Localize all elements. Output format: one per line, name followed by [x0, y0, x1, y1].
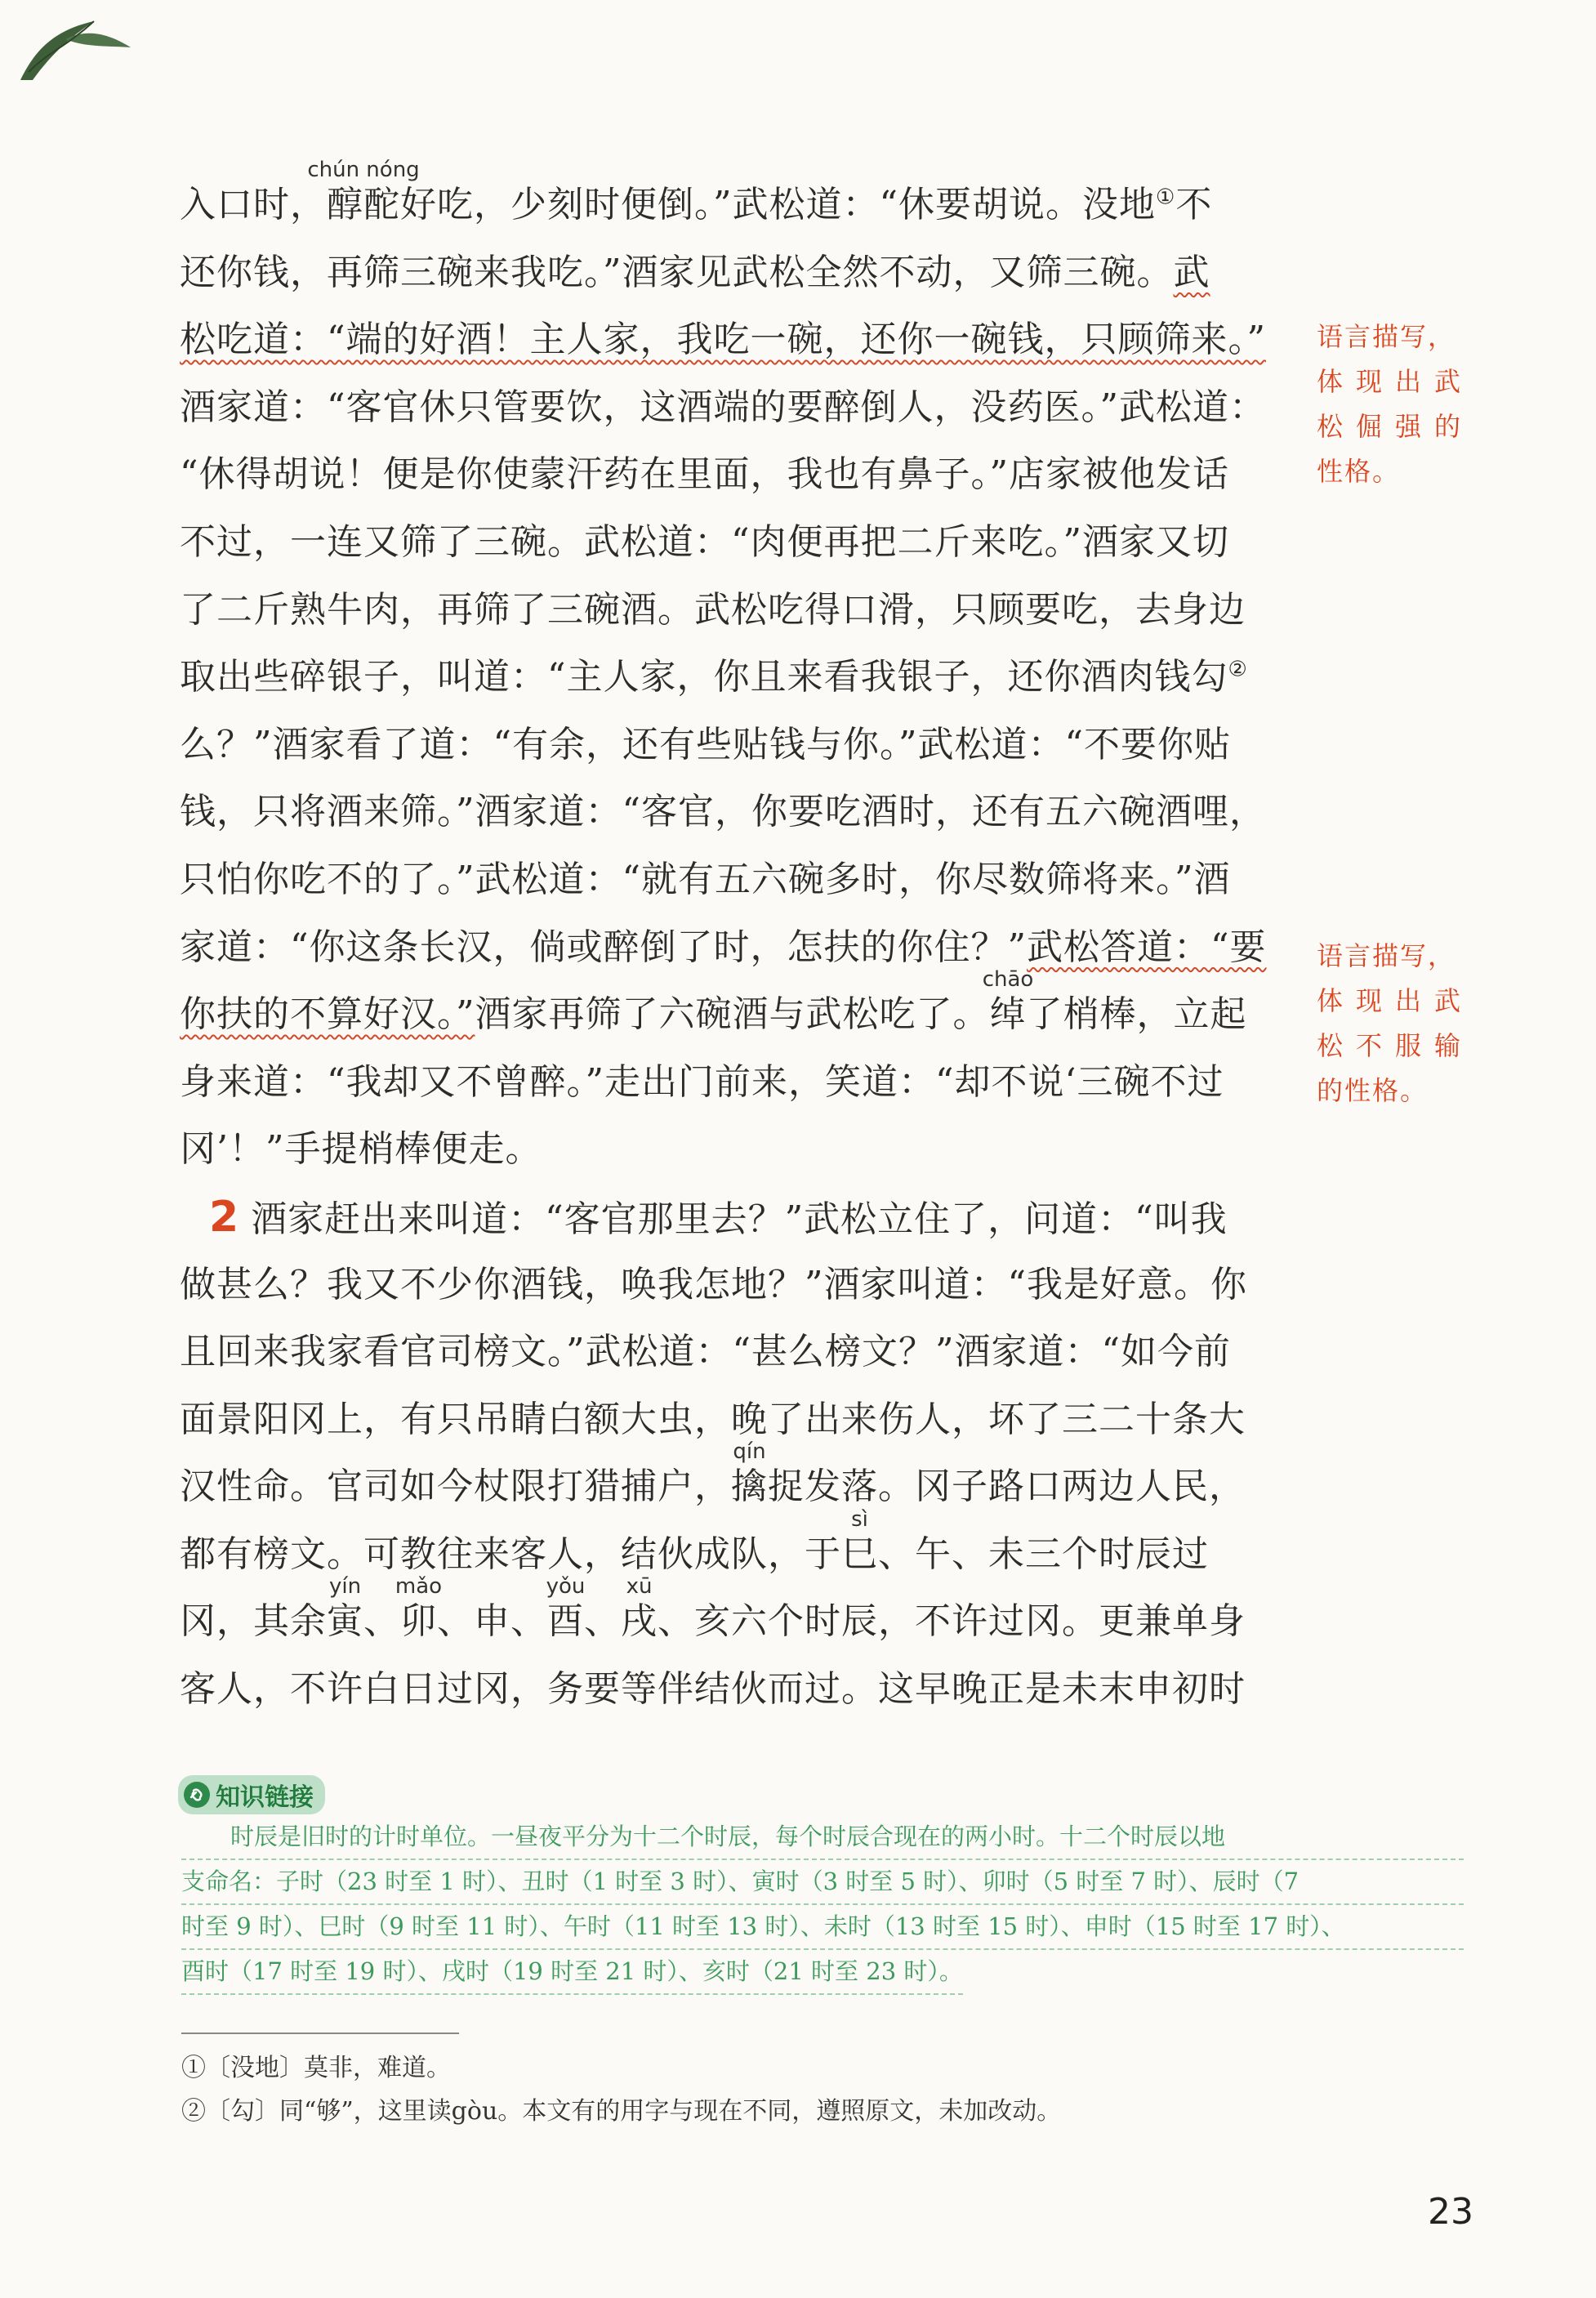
knowledge-line: 酉时（17 时至 19 时）、戌时（19 时至 21 时）、亥时（21 时至 23 时）。 [181, 1950, 963, 1995]
text-line: 不过，一连又筛了三碗。武松道：“肉便再把二斤来吃。”酒家又切 [180, 520, 1229, 563]
text-line: 家道：“你这条长汉，倘或醉倒了时，怎扶的你住？”武松答道：“要 [180, 926, 1267, 968]
pinyin-ruby: chún nóng 醇酡 [307, 158, 420, 225]
underlined-quote: 武 [1173, 251, 1210, 293]
text-line: 还你钱，再筛三碗来我吃。”酒家见武松全然不动，又筛三碗。武 [180, 251, 1210, 293]
pinyin-ruby: mǎo 卯 [395, 1574, 443, 1643]
text-line: 客人，不许白日过冈，务要等伴结伙而过。这早晚正是未末申初时 [180, 1668, 1246, 1711]
text-line: 么？”酒家看了道：“有余，还有些贴钱与你。”武松道：“不要你贴 [180, 723, 1231, 765]
underlined-quote: 你扶的不算好汉。” [180, 993, 475, 1036]
text-line: 只怕你吃不的了。”武松道：“就有五六碗多时，你尽数筛将来。”酒 [180, 858, 1231, 900]
margin-annotation: 语言描写， 体现出武 松不服输 的性格。 [1317, 940, 1474, 1106]
paragraph-number: 2 [209, 1192, 240, 1242]
underlined-quote: 武松答道：“要 [1027, 926, 1267, 968]
text-line: “休得胡说！便是你使蒙汗药在里面，我也有鼻子。”店家被他发话 [180, 453, 1229, 496]
footnote-item: ②〔勾〕同“够”，这里读gòu。本文有的用字与现在不同，遵照原文，未加改动。 [181, 2097, 1062, 2126]
text-line: 都有榜文。可教往来客人，结伙成队，于 sì 巳、午、未三个时辰过 [180, 1506, 1209, 1575]
footnote-marker[interactable]: ② [1228, 657, 1248, 682]
footnote-item: ①〔没地〕莫非，难道。 [181, 2054, 451, 2082]
text-line: 酒家道：“客官休只管要饮，这酒端的要醉倒人，没药医。”武松道： [180, 386, 1266, 428]
text-line: 身来道：“我却又不曾醉。”走出门前来，笑道：“却不说‘三碗不过 [180, 1060, 1224, 1103]
text-line: 汉性命。官司如今杖限打猎捕户， qín 擒捉发落。冈子路口两边人民， [180, 1439, 1246, 1508]
text-line: 2 酒家赶出来叫道：“客官那里去？”武松立住了，问道：“叫我 [209, 1192, 1228, 1242]
footnotes [181, 2046, 1061, 2133]
link-icon [183, 1781, 211, 1809]
knowledge-link-header [178, 1775, 325, 1814]
footnote-marker[interactable]: ① [1156, 185, 1176, 210]
pinyin-ruby: yín 寅 [327, 1574, 363, 1643]
text-line [180, 306, 1323, 374]
text-line: 做甚么？我又不少你酒钱，唤我怎地？”酒家叫道：“我是好意。你 [180, 1263, 1247, 1305]
text-line: 冈，其余 yín 寅、 mǎo 卯、申、 yǒu 酉、 xū 戌、亥六个时辰，不许过冈。更兼单身 [180, 1574, 1246, 1643]
knowledge-text [181, 1815, 1464, 1995]
pinyin-ruby: qín 擒 [731, 1439, 768, 1508]
footnote-divider [181, 2033, 459, 2034]
text-line: 面景阳冈上，有只吊睛白额大虫，晚了出来伤人，坏了三二十条大 [180, 1398, 1246, 1440]
underlined-quote: 松吃道：“端的好酒！主人家，我吃一碗，还你一碗钱，只顾筛来。” [180, 319, 1266, 361]
margin-annotation: 语言描写， 体现出武 松倔强的 性格。 [1317, 321, 1474, 487]
pinyin-ruby: sì 巳 [841, 1506, 878, 1575]
text-line: 取出些碎银子，叫道：“主人家，你且来看我银子，还你酒肉钱勾② [180, 656, 1248, 698]
knowledge-badge [178, 1775, 325, 1814]
pinyin-ruby: chāo 绰 [982, 967, 1034, 1036]
page-number: 23 [1428, 2191, 1473, 2233]
knowledge-line: 时至 9 时）、巳时（9 时至 11 时）、午时（11 时至 13 时）、未时（13 时至 15 时）、申时（15 时至 17 时）、 [181, 1905, 1464, 1950]
text-line: 入口时， chún nóng 醇酡好吃，少刻时便倒。”武松道：“休要胡说。没地①不 [180, 158, 1213, 225]
knowledge-line: 支命名：子时（23 时至 1 时）、丑时（1 时至 3 时）、寅时（3 时至 5 时）、卯时（5 时至 7 时）、辰时（7 [181, 1860, 1464, 1905]
text-line: 冈’！”手提梢棒便走。 [180, 1128, 542, 1171]
text-line: 钱，只将酒来筛。”酒家道：“客官，你要吃酒时，还有五六碗酒哩， [180, 791, 1266, 833]
text-line: 你扶的不算好汉。”酒家再筛了六碗酒与武松吃了。 chāo 绰了梢棒，立起 [180, 967, 1247, 1036]
text-line: 且回来我家看官司榜文。”武松道：“甚么榜文？”酒家道：“如今前 [180, 1331, 1231, 1373]
leaf-decoration [16, 15, 139, 88]
main-text [180, 158, 1323, 1724]
text-line: 了二斤熟牛肉，再筛了三碗酒。武松吃得口滑，只顾要吃，去身边 [180, 588, 1246, 631]
knowledge-title: 知识链接 [216, 1783, 314, 1812]
pinyin-ruby: yǒu 酉 [546, 1574, 586, 1643]
knowledge-line: 时辰是旧时的计时单位。一昼夜平分为十二个时辰，每个时辰合现在的两小时。十二个时辰以地 [181, 1815, 1464, 1860]
pinyin-ruby: xū 戌 [621, 1574, 658, 1643]
